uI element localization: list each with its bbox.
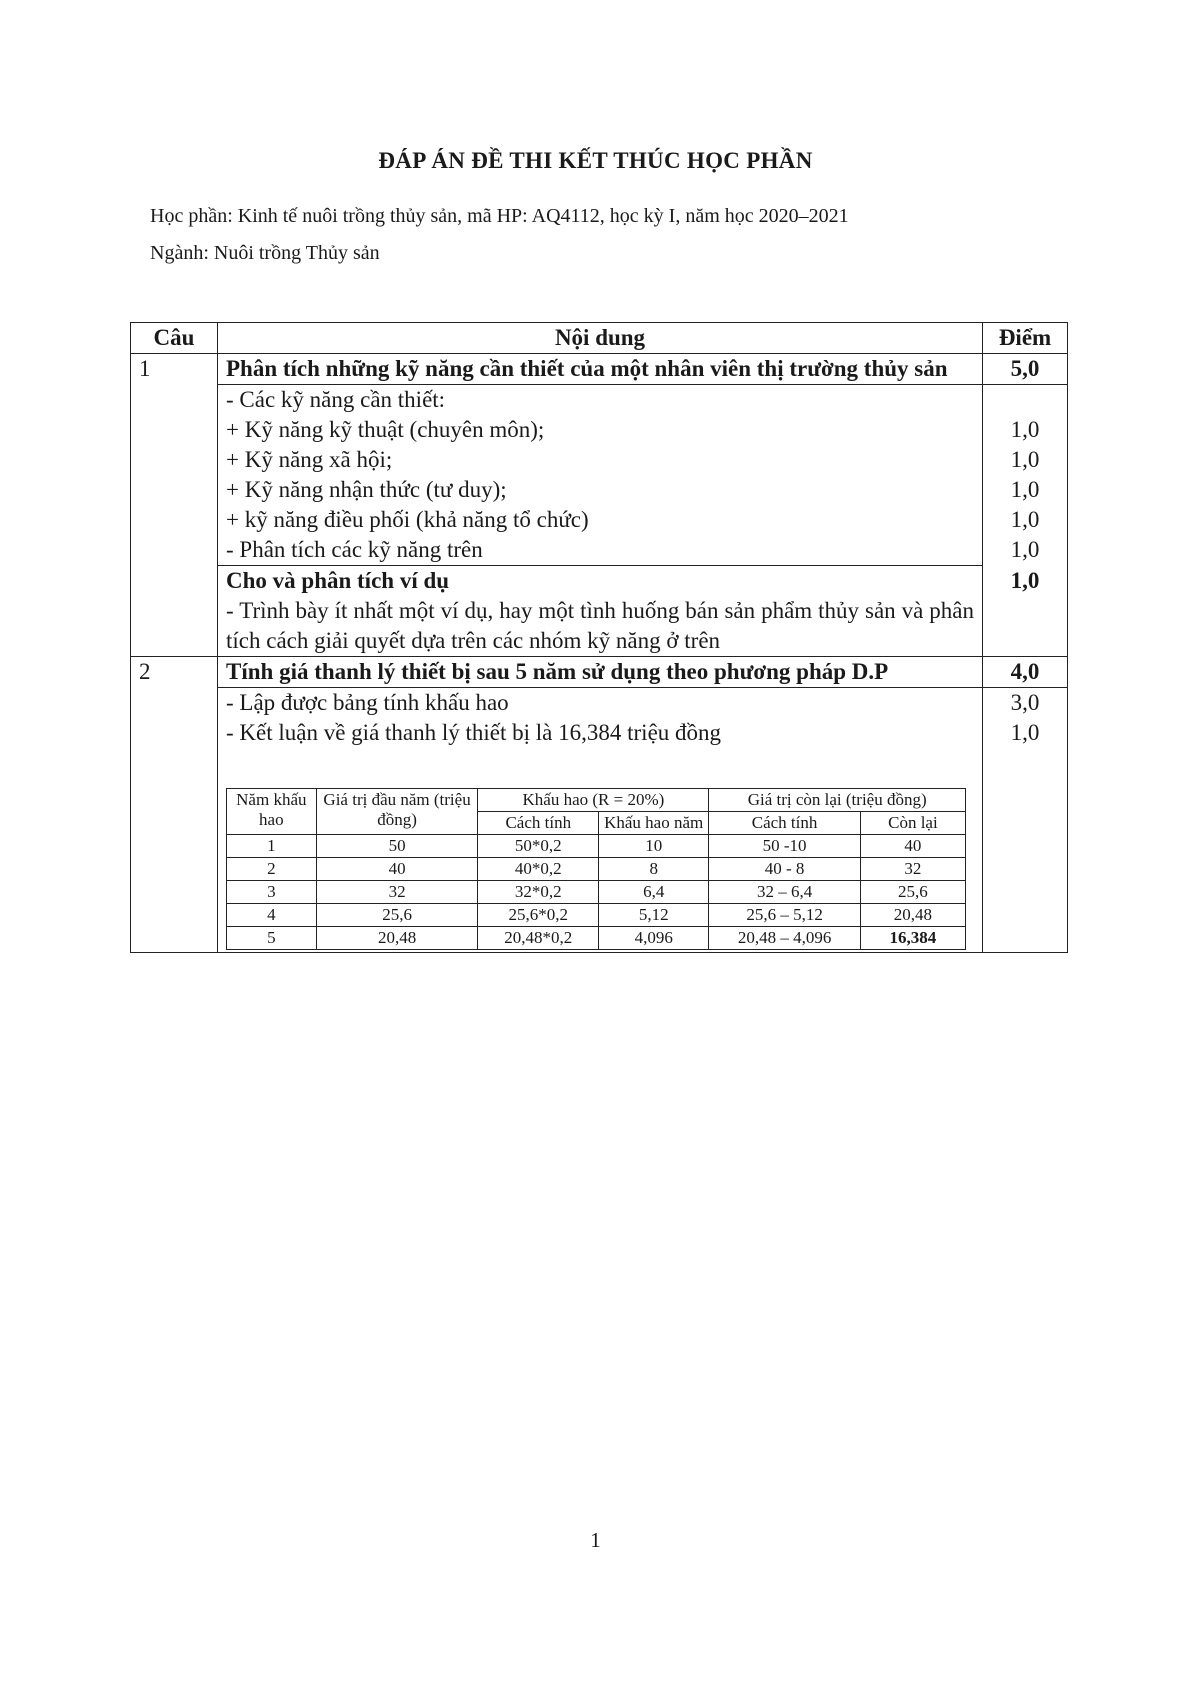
- q1-skills: [218, 385, 983, 566]
- dep-cell: 25,6: [860, 881, 965, 904]
- dep-cell: 32*0,2: [478, 881, 599, 904]
- dep-h-year: Năm khấu hao: [227, 789, 317, 835]
- dep-h-rem-value: Còn lại: [860, 812, 965, 835]
- q1-skills-row: [131, 385, 1068, 566]
- dep-cell: 50*0,2: [478, 835, 599, 858]
- q1-skill-5-points: 1,0: [1010, 537, 1040, 562]
- dep-cell: 40: [860, 835, 965, 858]
- dep-header-row-1: [227, 789, 966, 812]
- q1-skill-3-points: 1,0: [1010, 477, 1040, 502]
- q2-line-points: [983, 688, 1068, 953]
- dep-h-dep-method: Cách tính: [478, 812, 599, 835]
- q1-example-text: - Trình bày ít nhất một ví dụ, hay một tình huống bán sản phẩm thủy sản và phân tích cách giải quyết dựa trên các nhóm kỹ năng ở trên: [226, 598, 974, 653]
- q1-skill-4-points: 1,0: [1010, 507, 1040, 532]
- table-row: [227, 927, 966, 950]
- q1-title: Phân tích những kỹ năng cần thiết của một nhân viên thị trường thủy sản: [218, 354, 983, 385]
- q1-title-row: [131, 354, 1068, 385]
- q1-skills-intro: - Các kỹ năng cần thiết:: [226, 387, 446, 412]
- dep-h-depreciation: Khấu hao (R = 20%): [478, 789, 709, 812]
- dep-h-remaining: Giá trị còn lại (triệu đồng): [709, 789, 966, 812]
- dep-cell: 40 - 8: [709, 858, 861, 881]
- table-row: [227, 881, 966, 904]
- q2-line-1: - Lập được bảng tính khấu hao: [226, 690, 509, 715]
- header-points: Điểm: [983, 323, 1068, 354]
- header-content: Nội dung: [218, 323, 983, 354]
- q2-line-2: - Kết luận về giá thanh lý thiết bị là 16,384 triệu đồng: [226, 720, 722, 745]
- q1-skill-1: + Kỹ năng kỹ thuật (chuyên môn);: [226, 417, 545, 442]
- q2-line-2-points: 1,0: [1010, 720, 1040, 745]
- dep-cell: 5,12: [599, 904, 709, 927]
- major-info: Ngành: Nuôi trồng Thủy sản: [150, 242, 380, 264]
- dep-cell: 25,6*0,2: [478, 904, 599, 927]
- q2-title: Tính giá thanh lý thiết bị sau 5 năm sử dụng theo phương pháp D.P: [218, 657, 983, 688]
- q1-example-title: Cho và phân tích ví dụ: [226, 568, 450, 593]
- dep-cell: 25,6: [316, 904, 478, 927]
- q1-skill-2-points: 1,0: [1010, 447, 1040, 472]
- q1-skill-1-points: 1,0: [1010, 417, 1040, 442]
- dep-cell: 10: [599, 835, 709, 858]
- q2-number: 2: [131, 657, 218, 688]
- q1-skill-4: + kỹ năng điều phối (khả năng tổ chức): [226, 507, 589, 532]
- dep-cell: 20,48: [316, 927, 478, 950]
- q1-skill-3: + Kỹ năng nhận thức (tư duy);: [226, 477, 507, 502]
- dep-final-value: 16,384: [860, 927, 965, 950]
- dep-cell: 4: [227, 904, 317, 927]
- dep-cell: 40*0,2: [478, 858, 599, 881]
- q1-example: [218, 566, 983, 657]
- course-info: Học phần: Kinh tế nuôi trồng thủy sản, mã HP: AQ4112, học kỳ I, năm học 2020–2021: [150, 205, 849, 227]
- q1-skill-points: [983, 385, 1068, 566]
- dep-cell: 32 – 6,4: [709, 881, 861, 904]
- answer-table-header: [131, 323, 1068, 354]
- dep-cell: 5: [227, 927, 317, 950]
- dep-cell: 6,4: [599, 881, 709, 904]
- table-row: [227, 835, 966, 858]
- depreciation-table: [226, 788, 966, 950]
- dep-h-start: Giá trị đầu năm (triệu đồng): [316, 789, 478, 835]
- q1-number: 1: [131, 354, 218, 385]
- dep-cell: 32: [316, 881, 478, 904]
- dep-cell: 32: [860, 858, 965, 881]
- document-title: ĐÁP ÁN ĐỀ THI KẾT THÚC HỌC PHẦN: [378, 148, 813, 173]
- q1-example-points: 1,0: [983, 566, 1068, 657]
- q2-body-row: [131, 688, 1068, 953]
- header-cau: Câu: [131, 323, 218, 354]
- dep-cell: 20,48 – 4,096: [709, 927, 861, 950]
- dep-cell: 3: [227, 881, 317, 904]
- page-number: 1: [590, 1528, 601, 1552]
- answer-table: [130, 322, 1068, 953]
- dep-cell: 20,48: [860, 904, 965, 927]
- dep-cell: 25,6 – 5,12: [709, 904, 861, 927]
- dep-cell: 40: [316, 858, 478, 881]
- dep-cell: 50: [316, 835, 478, 858]
- q1-skill-5: - Phân tích các kỹ năng trên: [226, 537, 483, 562]
- q2-body: [218, 688, 983, 953]
- dep-cell: 4,096: [599, 927, 709, 950]
- q1-title-points: 5,0: [983, 354, 1068, 385]
- dep-cell: 20,48*0,2: [478, 927, 599, 950]
- dep-cell: 8: [599, 858, 709, 881]
- dep-cell: 1: [227, 835, 317, 858]
- q2-title-row: [131, 657, 1068, 688]
- table-row: [227, 904, 966, 927]
- q2-line-1-points: 3,0: [1010, 690, 1040, 715]
- table-row: [227, 858, 966, 881]
- q1-example-row: [131, 566, 1068, 657]
- dep-cell: 2: [227, 858, 317, 881]
- q2-title-points: 4,0: [983, 657, 1068, 688]
- dep-h-dep-amount: Khấu hao năm: [599, 812, 709, 835]
- q1-skill-2: + Kỹ năng xã hội;: [226, 447, 393, 472]
- dep-cell: 50 -10: [709, 835, 861, 858]
- dep-h-rem-method: Cách tính: [709, 812, 861, 835]
